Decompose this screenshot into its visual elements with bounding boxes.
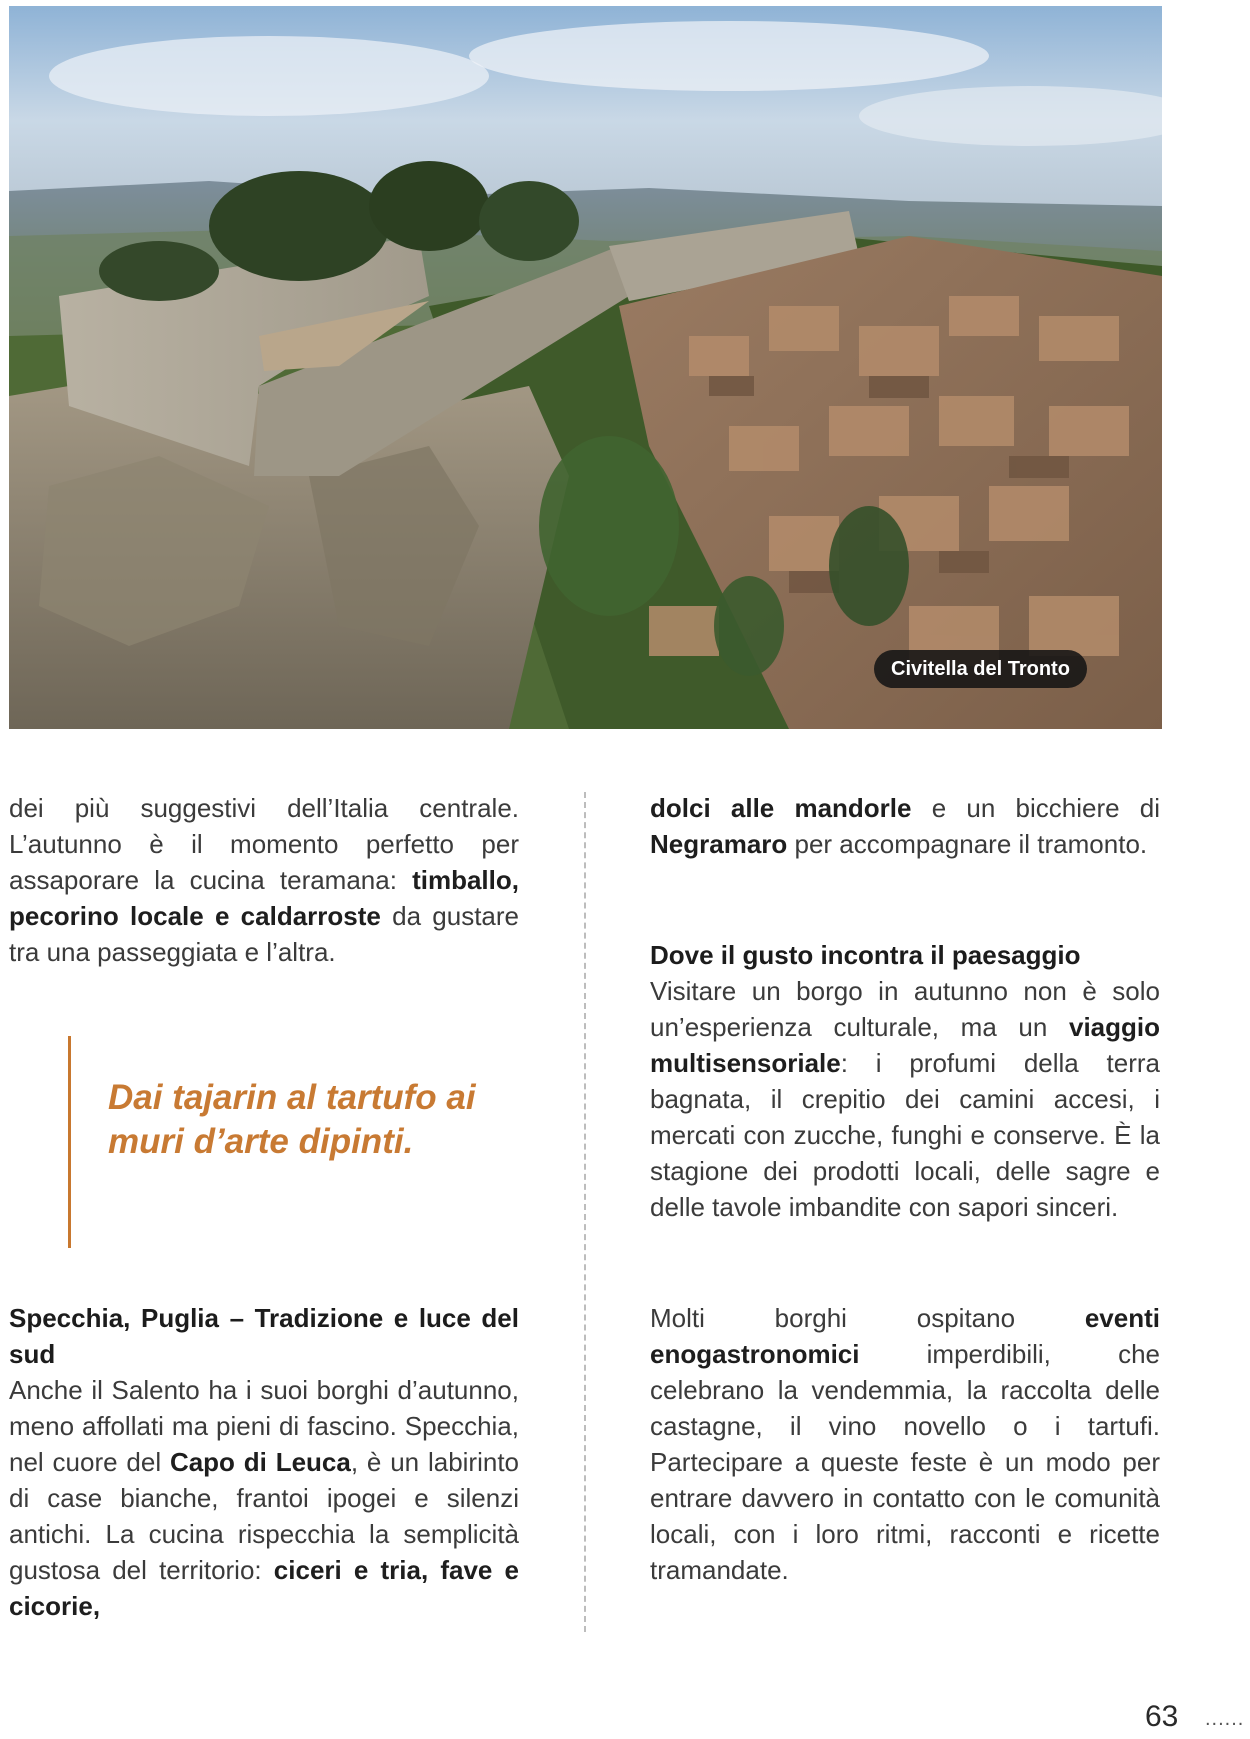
intro-text-end: da gustare tra una passeggiata e l’altra. xyxy=(9,901,520,967)
specchia-paragraph xyxy=(9,1372,519,1624)
intro-paragraph xyxy=(9,790,519,970)
specchia-text-mid: , è un labirinto di case bianche, frantoi ipogei e silenzi antichi. La cucina rispecchia la semplicità gustosa del territorio: xyxy=(9,1447,520,1585)
gusto-text-end: : i profumi della terra bagnata, il crepitio dei camini accesi, i mercati con zucche, funghi e conserve. È la stagione dei prodotti locali, delle sagre e delle tavole imbandite con sapori sinceri. xyxy=(650,1048,1160,1222)
gusto-section xyxy=(650,937,1160,1225)
photo-caption: Civitella del Tronto xyxy=(874,650,1087,688)
specchia-heading: Specchia, Puglia – Tradizione e luce del sud xyxy=(9,1303,519,1369)
events-highlight: eventi enogastronomici xyxy=(650,1303,1160,1369)
continuation-text-end: per accompagnare il tramonto. xyxy=(787,829,1148,859)
civitella-landscape-image xyxy=(9,6,1162,729)
intro-text: dei più suggestivi dell’Italia centrale. L’autunno è il momento perfetto per assaporare la cucina teramana: xyxy=(9,793,519,895)
pull-quote-text: Dai tajarin al tartufo ai muri d’arte dipinti. xyxy=(108,1078,476,1161)
page-number-dots: ...... xyxy=(1205,1708,1245,1730)
events-paragraph xyxy=(650,1300,1160,1588)
left-column xyxy=(9,790,519,970)
gusto-text: Visitare un borgo in autunno non è solo un’esperienza culturale, ma un xyxy=(650,976,1160,1042)
continuation-paragraph xyxy=(650,790,1160,862)
right-column xyxy=(650,790,1160,862)
specchia-text: Anche il Salento ha i suoi borghi d’autunno, meno affollati ma pieni di fascino. Specchia, nel cuore del xyxy=(9,1375,519,1477)
gusto-paragraph xyxy=(650,973,1160,1225)
gusto-highlight: viaggio multisensoriale xyxy=(650,1012,1160,1078)
events-text-end: imperdibili, che celebrano la vendemmia, la raccolta delle castagne, il vino novello o i tartufi. Partecipare a queste feste è un modo per entrare davvero in contatto con le comunità locali, con i loro ritmi, racconti e ricette tramandate. xyxy=(650,1339,1160,1585)
page-number: 63 xyxy=(1145,1700,1179,1733)
specchia-highlight-capo: Capo di Leuca xyxy=(169,1447,351,1477)
continuation-highlight-dolci: dolci alle mandorle xyxy=(650,793,912,823)
specchia-highlight-dishes: ciceri e tria, fave e cicorie, xyxy=(9,1555,519,1621)
hero-photo xyxy=(9,6,1162,729)
events-text: Molti borghi ospitano xyxy=(650,1303,1085,1333)
gusto-heading: Dove il gusto incontra il paesaggio xyxy=(650,940,1081,970)
specchia-section xyxy=(9,1300,519,1624)
intro-highlight: timballo, pecorino locale e caldarroste xyxy=(9,865,519,931)
events-section xyxy=(650,1300,1160,1588)
continuation-text: e un bicchiere di xyxy=(911,793,1161,823)
column-divider xyxy=(584,792,586,1632)
pull-quote xyxy=(68,1036,511,1248)
continuation-highlight-negramaro: Negramaro xyxy=(650,829,788,859)
